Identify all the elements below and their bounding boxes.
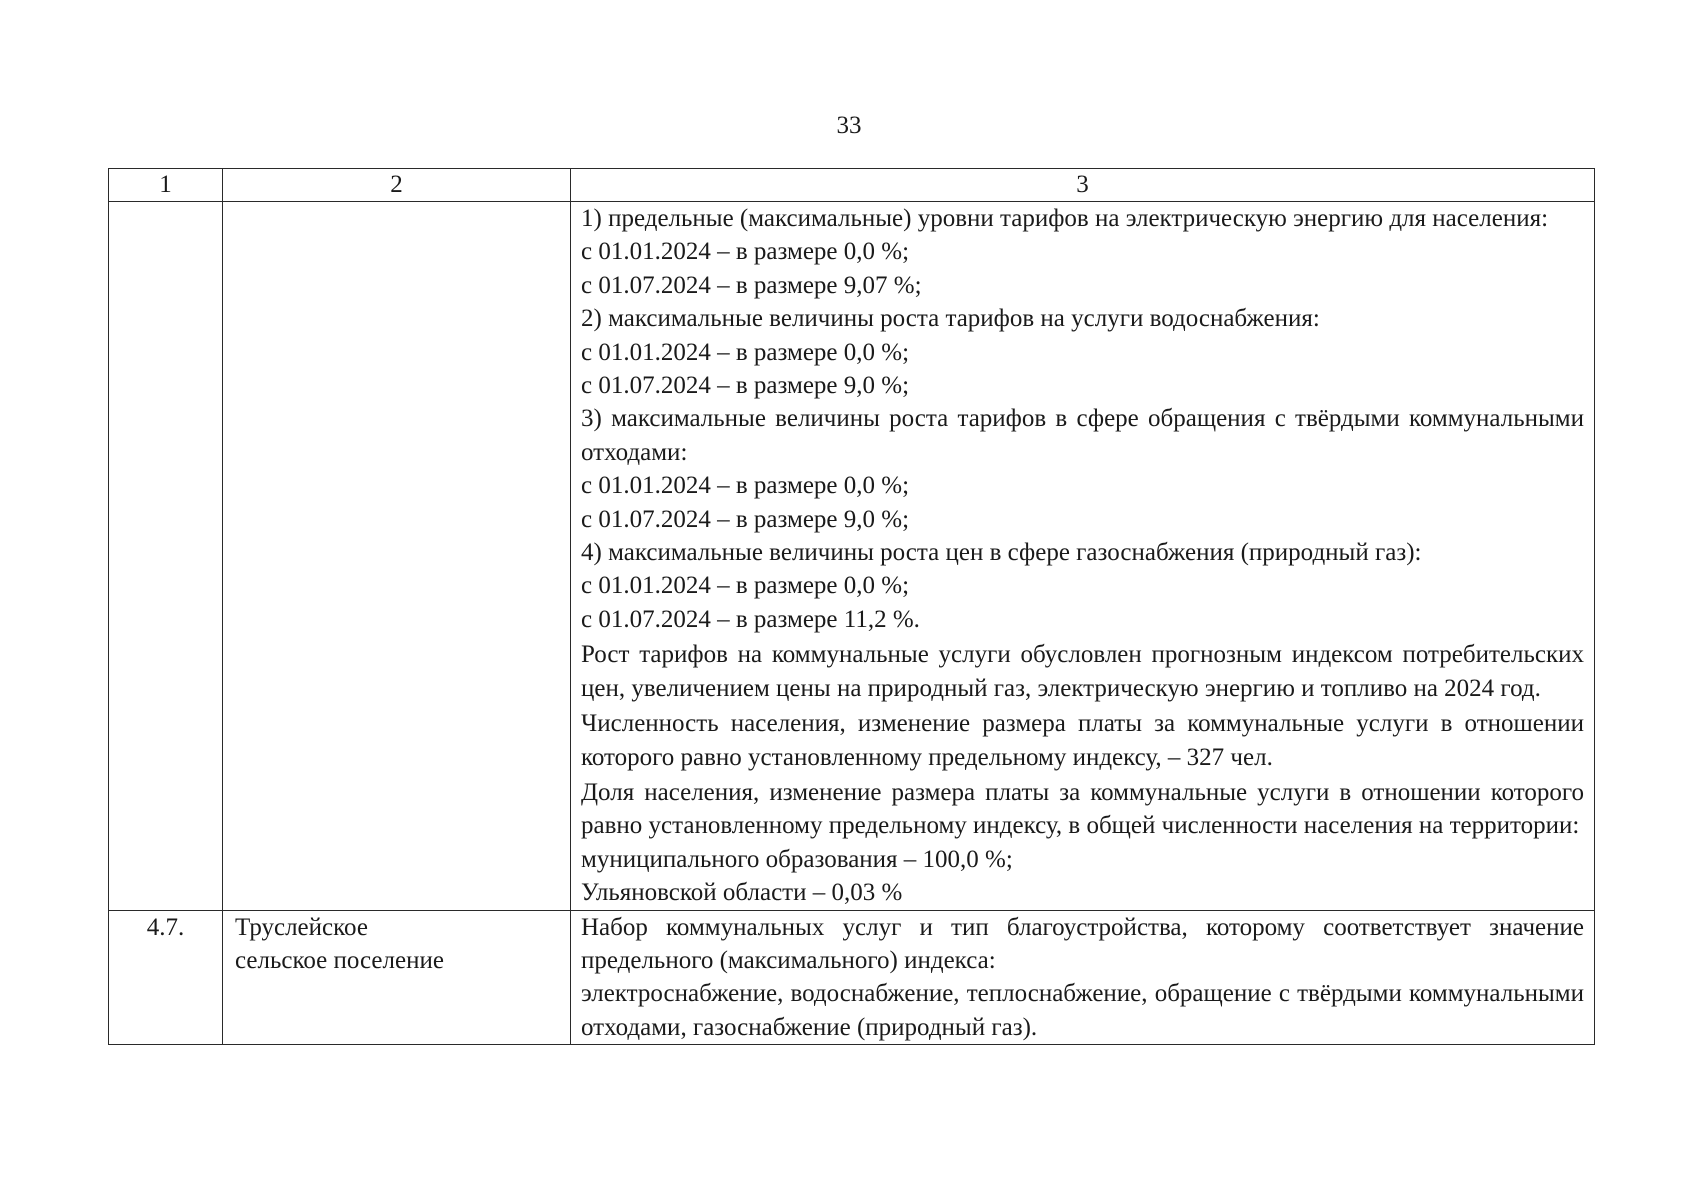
text-paragraph: 3) максимальные величины роста тарифов в сфере обращения с твёрдыми коммунальными отходами: xyxy=(581,405,1584,466)
text-paragraph: 2) максимальные величины роста тарифов на услуги водоснабжения: xyxy=(581,305,1320,333)
row-text-cell xyxy=(571,202,1595,911)
text-paragraph: с 01.01.2024 – в размере 0,0 %; xyxy=(581,338,910,366)
text-paragraph: Численность населения, изменение размера платы за коммунальные услуги в отношении которого равно установленному предельному индексу, – 327 чел. xyxy=(581,710,1584,771)
text-paragraph: с 01.01.2024 – в размере 0,0 %; xyxy=(581,572,910,600)
text-paragraph: Рост тарифов на коммунальные услуги обусловлен прогнозным индексом потребительских цен, увеличением цены на природный газ, электрическую энергию и топливо на 2024 год. xyxy=(581,641,1584,702)
column-header-3: 3 xyxy=(571,169,1595,202)
row-text-lines xyxy=(581,202,1584,910)
text-paragraph: с 01.07.2024 – в размере 11,2 %. xyxy=(581,605,920,633)
column-header-2: 2 xyxy=(223,169,571,202)
row-text-lines xyxy=(581,911,1584,1045)
row-number-cell: 4.7. xyxy=(109,910,223,1045)
row-name-cell xyxy=(223,202,571,911)
row-number-cell xyxy=(109,202,223,911)
table-row-4-7 xyxy=(109,910,1595,1045)
text-paragraph: с 01.07.2024 – в размере 9,0 %; xyxy=(581,372,910,400)
text-paragraph: Набор коммунальных услуг и тип благоустройства, которому соответствует значение предельного (максимального) индекса: xyxy=(581,913,1584,974)
settlement-name-line2: сельское поселение xyxy=(235,946,444,974)
text-paragraph: с 01.07.2024 – в размере 9,07 %; xyxy=(581,271,922,299)
text-paragraph: 1) предельные (максимальные) уровни тарифов на электрическую энергию для населения: xyxy=(581,205,1549,232)
text-paragraph: с 01.01.2024 – в размере 0,0 %; xyxy=(581,472,910,500)
table-row-continued xyxy=(109,202,1595,911)
column-header-1: 1 xyxy=(109,169,223,202)
text-paragraph: муниципального образования – 100,0 %; xyxy=(581,845,1013,873)
text-paragraph: Ульяновской области – 0,03 % xyxy=(581,879,903,907)
table-header-row xyxy=(109,169,1595,202)
settlement-name-line1: Труслейское xyxy=(235,913,368,941)
text-paragraph: 4) максимальные величины роста цен в сфере газоснабжения (природный газ): xyxy=(581,539,1422,567)
text-paragraph: электроснабжение, водоснабжение, теплоснабжение, обращение с твёрдыми коммунальными отходами, газоснабжение (природный газ). xyxy=(581,980,1584,1041)
tariff-table xyxy=(108,168,1595,1045)
page-number: 33 xyxy=(836,112,862,139)
text-paragraph: Доля населения, изменение размера платы за коммунальные услуги в отношении которого равно установленному предельному индексу, в общей численности населения на территории: xyxy=(581,778,1584,840)
text-paragraph: с 01.07.2024 – в размере 9,0 %; xyxy=(581,505,910,533)
row-text-cell xyxy=(571,910,1595,1045)
row-name-cell xyxy=(223,910,571,1045)
text-paragraph: с 01.01.2024 – в размере 0,0 %; xyxy=(581,238,910,266)
